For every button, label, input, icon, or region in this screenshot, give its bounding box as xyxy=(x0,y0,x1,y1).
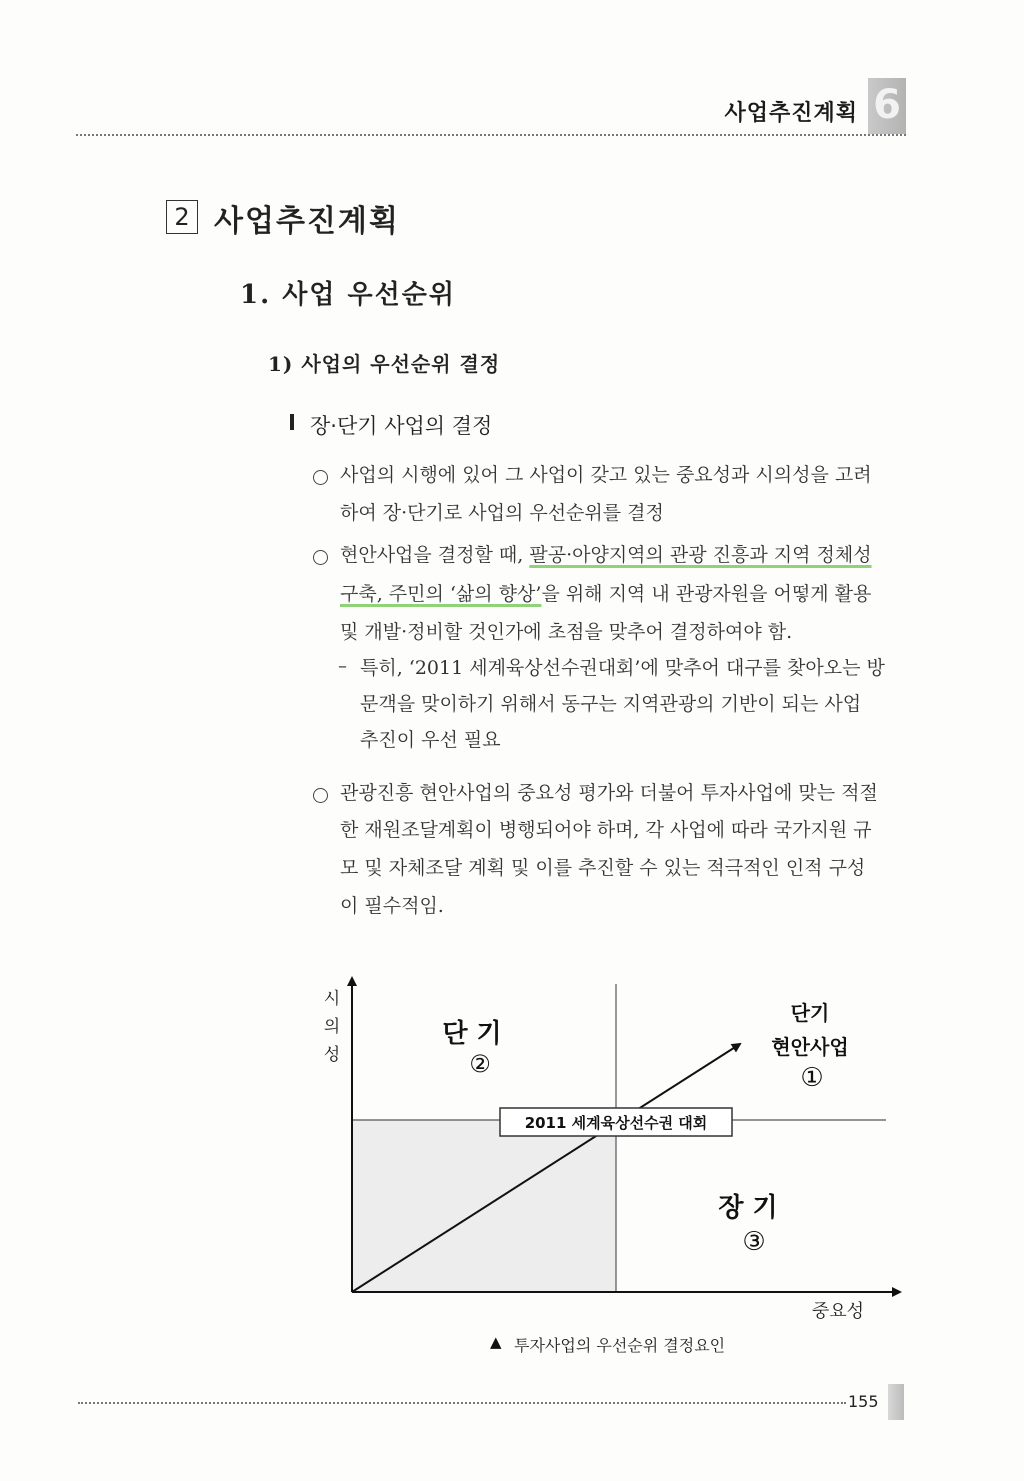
sub-bullet-line-2: 문객을 맞이하기 위해서 동구는 지역관광의 기반이 되는 사업 xyxy=(360,693,862,715)
header-divider xyxy=(76,134,906,136)
circle-bullet-icon xyxy=(313,550,328,565)
highlight-text: 팔공·아양지역의 관광 진흥과 지역 정체성 xyxy=(529,544,872,566)
figure-caption: 투자사업의 우선순위 결정요인 xyxy=(514,1336,726,1355)
paragraph-2-line-2: 구축, 주민의 ‘삶의 향상’을 위해 지역 내 관광자원을 어떻게 활용 xyxy=(340,583,872,605)
y-axis-label-char: 시 xyxy=(323,989,341,1009)
paragraph-3-line-1: 관광진흥 현안사업의 중요성 평가와 더불어 투자사업에 맞는 적절 xyxy=(340,782,878,804)
paragraph-3-line-4: 이 필수적임. xyxy=(340,895,444,917)
caption-triangle-icon: ▲ xyxy=(490,1333,502,1351)
quadrant-urgent-number: ① xyxy=(800,1063,824,1093)
section-title: 사업추진계획 xyxy=(214,204,400,239)
paragraph-1-line-1: 사업의 시행에 있어 그 사업이 갖고 있는 중요성과 시의성을 고려 xyxy=(340,464,872,486)
highlight-text: 구축, 주민의 ‘삶의 향상’ xyxy=(340,583,542,605)
dash-bullet: – xyxy=(338,656,347,677)
heading-2: 1) 사업의 우선순위 결정 xyxy=(268,352,501,376)
threshold-label: 2011 세계육상선수권 대회 xyxy=(524,1114,708,1132)
paragraph-2-line-1: 현안사업을 결정할 때, 팔공·아양지역의 관광 진흥과 지역 정체성 xyxy=(340,544,872,566)
quadrant-short-number: ② xyxy=(469,1050,491,1078)
y-axis-label-char: 의 xyxy=(323,1017,341,1037)
chapter-number: 6 xyxy=(873,82,901,128)
quadrant-urgent-label-2: 현안사업 xyxy=(771,1035,849,1059)
heading-3-marker-icon xyxy=(290,414,294,430)
priority-matrix-figure xyxy=(300,960,920,1360)
quadrant-long-label: 장 기 xyxy=(718,1193,778,1223)
circle-bullet-icon xyxy=(313,470,328,485)
sub-bullet-line-1: 특히, ‘2011 세계육상선수권대회’에 맞추어 대구를 찾아오는 방 xyxy=(360,657,885,679)
paragraph-3-line-3: 모 및 자체조달 계획 및 이를 추진할 수 있는 적극적인 인적 구성 xyxy=(340,857,866,879)
quadrant-short-label: 단 기 xyxy=(442,1019,502,1049)
footer-divider xyxy=(78,1402,846,1404)
paragraph-2-line-3: 및 개발·정비할 것인가에 초점을 맞추어 결정하여야 함. xyxy=(340,621,793,643)
circle-bullet-icon xyxy=(313,788,328,803)
y-axis-label-char: 성 xyxy=(323,1045,341,1065)
heading-1: 1. 사업 우선순위 xyxy=(240,280,456,310)
heading-3: 장·단기 사업의 결정 xyxy=(310,414,493,438)
paragraph-1-line-2: 하여 장·단기로 사업의 우선순위를 결정 xyxy=(340,502,664,524)
x-axis-label: 중요성 xyxy=(811,1301,865,1322)
running-header-title: 사업추진계획 xyxy=(724,101,858,126)
quadrant-long-number: ③ xyxy=(742,1227,766,1257)
paragraph-3-line-2: 한 재원조달계획이 병행되어야 하며, 각 사업에 따라 국가지원 규 xyxy=(340,819,872,841)
section-number-box: 2 xyxy=(166,200,198,234)
page-number: 155 xyxy=(848,1392,879,1411)
quadrant-urgent-label-1: 단기 xyxy=(790,1001,830,1025)
page-tab xyxy=(888,1384,904,1420)
sub-bullet-line-3: 추진이 우선 필요 xyxy=(360,729,501,751)
